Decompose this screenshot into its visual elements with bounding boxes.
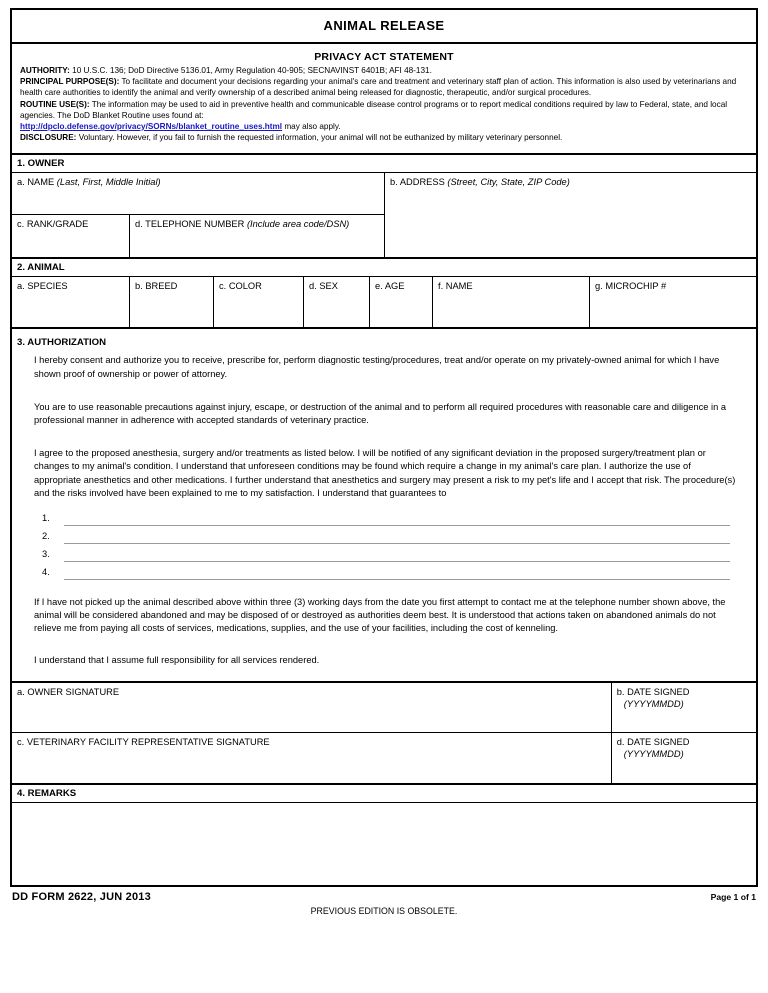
owner-signature-field[interactable]: [12, 683, 612, 733]
animal-age-label: e. AGE: [375, 281, 405, 292]
owner-telephone-field[interactable]: [130, 215, 384, 257]
owner-rank-tel-row: [12, 215, 384, 257]
authorization-procedure-list: [34, 508, 738, 580]
vet-signature-row: [12, 733, 756, 783]
owner-section: [12, 173, 756, 257]
authorization-paragraph-3: I agree to the proposed anesthesia, surgery and/or treatments as listed below. I will be notified of any significant deviation in the proposed surgery/treatment plan or changes to my animal's condition. I understand that unforeseen conditions may be found which require a change in my animal's care plan. I authorize the use of appropriate anesthetics and other medications. I further understand that anesthetics and surgery may present a risk to my pet's life and I accept that risk. The procedure(s) and the risks involved have been explained to me to my satisfaction. I understand that guarantees to: [34, 448, 736, 498]
animal-sex-label: d. SEX: [309, 281, 338, 292]
animal-microchip-field[interactable]: [590, 277, 756, 327]
vet-signature-label: c. VETERINARY FACILITY REPRESENTATIVE SIGNATURE: [17, 736, 270, 747]
privacy-act-statement: [12, 44, 756, 155]
owner-address-label-group: [390, 176, 756, 188]
privacy-routine-use-label: ROUTINE USE(S):: [20, 99, 90, 109]
owner-address-hint: (Street, City, State, ZIP Code): [447, 177, 570, 188]
privacy-principal-purpose-text: To facilitate and document your decisions regarding your animal's care and treatment and veterinary staff plan of action. This information is also used by veterinarians and health care authorities to identify the animal and verify ownership of a described animal being released for diagnostic, therapeutic, and/or surgical procedures.: [20, 77, 737, 98]
privacy-routine-use-line: [20, 99, 748, 121]
section-heading-animal: 2. ANIMAL: [12, 257, 756, 277]
form-id-label: DD FORM 2622, JUN 2013: [12, 890, 151, 903]
procedure-list-item: [42, 508, 738, 526]
animal-color-field[interactable]: [214, 277, 304, 327]
vet-signature-field[interactable]: [12, 733, 612, 783]
privacy-principal-purpose-label: PRINCIPAL PURPOSE(S):: [20, 77, 120, 87]
authorization-paragraph-4: If I have not picked up the animal described above within three (3) working days from the date you first attempt to contact me at the telephone number shown above, the animal will be considered abandoned and may be disposed of or destroyed as authorities deem best. It is understood that actions taken on abandoned animals do not relieve me from paying all costs of services, medications, supplies, and the use of your facilities, including the cost of kenneling.: [34, 597, 726, 634]
procedure-item-input-3[interactable]: [64, 547, 730, 562]
authorization-body: [12, 354, 756, 666]
animal-sex-field[interactable]: [304, 277, 370, 327]
privacy-sorn-link[interactable]: http://dpclo.defense.gov/privacy/SORNs/blanket_routine_uses.html: [20, 122, 283, 132]
vet-date-signed-label: d. DATE SIGNED: [616, 736, 690, 747]
privacy-authority-line: [20, 65, 748, 76]
procedure-item-number-2: 2.: [42, 531, 50, 542]
privacy-disclosure-line: [20, 132, 748, 143]
animal-age-field[interactable]: [370, 277, 433, 327]
owner-date-signed-field[interactable]: [612, 683, 756, 733]
section-heading-owner: 1. OWNER: [12, 155, 756, 173]
privacy-routine-use-link-line: [20, 121, 748, 132]
owner-name-label: a. NAME: [17, 177, 55, 188]
owner-address-label: b. ADDRESS: [390, 177, 445, 188]
owner-name-hint: (Last, First, Middle Initial): [56, 177, 161, 188]
procedure-item-input-1[interactable]: [64, 511, 730, 526]
owner-rank-grade-label: c. RANK/GRADE: [17, 219, 89, 230]
form-title: ANIMAL RELEASE: [12, 10, 756, 44]
animal-microchip-label: g. MICROCHIP #: [595, 281, 667, 292]
owner-left-column: [12, 173, 385, 257]
animal-section: [12, 277, 756, 327]
owner-date-signed-hint: (YYYYMMDD): [623, 698, 684, 709]
procedure-list-item: [42, 544, 738, 562]
previous-edition-label: PREVIOUS EDITION IS OBSOLETE.: [310, 905, 458, 916]
owner-signature-row: [12, 681, 756, 733]
vet-date-signed-field[interactable]: [612, 733, 756, 783]
owner-rank-grade-field[interactable]: [12, 215, 130, 257]
animal-breed-field[interactable]: [130, 277, 214, 327]
privacy-authority-label: AUTHORITY:: [20, 66, 70, 75]
section-heading-authorization: 3. AUTHORIZATION: [12, 327, 756, 348]
authorization-paragraph-5: I understand that I assume full responsibility for all services rendered.: [34, 654, 320, 665]
procedure-list-item: [42, 562, 738, 580]
procedure-list-item: [42, 526, 738, 544]
remarks-field[interactable]: [12, 803, 756, 885]
vet-date-signed-hint: (YYYYMMDD): [623, 748, 684, 759]
animal-species-label: a. SPECIES: [17, 281, 68, 292]
authorization-paragraph-2: You are to use reasonable precautions against injury, escape, or destruction of the animal and to perform all required procedures with reasonable care and diligence in a professional manner in adherence with accepted standards of veterinary practice.: [34, 401, 727, 426]
animal-species-field[interactable]: [12, 277, 130, 327]
owner-telephone-label-group: [135, 218, 384, 230]
privacy-disclosure-label: DISCLOSURE:: [20, 133, 77, 143]
section-heading-remarks: 4. REMARKS: [12, 783, 756, 803]
owner-telephone-hint: (Include area code/DSN): [246, 219, 350, 230]
animal-name-label: f. NAME: [438, 281, 473, 292]
form-footer: [10, 891, 758, 925]
owner-signature-label: a. OWNER SIGNATURE: [17, 686, 120, 697]
animal-color-label: c. COLOR: [219, 281, 262, 292]
form-frame: [10, 8, 758, 887]
procedure-item-number-1: 1.: [42, 513, 50, 524]
privacy-sorn-link-tail: may also apply.: [284, 122, 341, 132]
privacy-principal-purpose-line: [20, 76, 748, 98]
owner-name-label-group: [17, 176, 384, 188]
owner-date-signed-label: b. DATE SIGNED: [616, 686, 690, 697]
owner-telephone-label: d. TELEPHONE NUMBER: [135, 219, 245, 230]
owner-address-field[interactable]: [385, 173, 756, 257]
page-number-label: Page 1 of 1: [710, 891, 756, 902]
procedure-item-number-4: 4.: [42, 567, 50, 578]
privacy-routine-use-text: The information may be used to aid in preventive health and communicable disease control programs or to report medical conditions required by law to Federal, state, and local agencies. The DoD Blanket Routine uses found at:: [20, 99, 728, 120]
owner-name-field[interactable]: [12, 173, 384, 215]
animal-name-field[interactable]: [433, 277, 590, 327]
animal-breed-label: b. BREED: [135, 281, 178, 292]
privacy-authority-text: 10 U.S.C. 136; DoD Directive 5136.01, Army Regulation 40-905; SECNAVINST 6401B; AFI 48-131.: [72, 66, 432, 75]
authorization-paragraph-1: I hereby consent and authorize you to receive, prescribe for, perform diagnostic testing/procedures, treat and/or operate on my privately-owned animal for which I have shown proof of ownership or power of attorney.: [34, 355, 720, 379]
privacy-act-heading: PRIVACY ACT STATEMENT: [314, 51, 454, 63]
privacy-disclosure-text: Voluntary. However, if you fail to furnish the requested information, your animal will not be euthanized by military veterinary personnel.: [78, 133, 563, 143]
procedure-item-number-3: 3.: [42, 549, 50, 560]
procedure-item-input-2[interactable]: [64, 529, 730, 544]
owner-right-column: [385, 173, 756, 257]
procedure-item-input-4[interactable]: [64, 565, 730, 580]
